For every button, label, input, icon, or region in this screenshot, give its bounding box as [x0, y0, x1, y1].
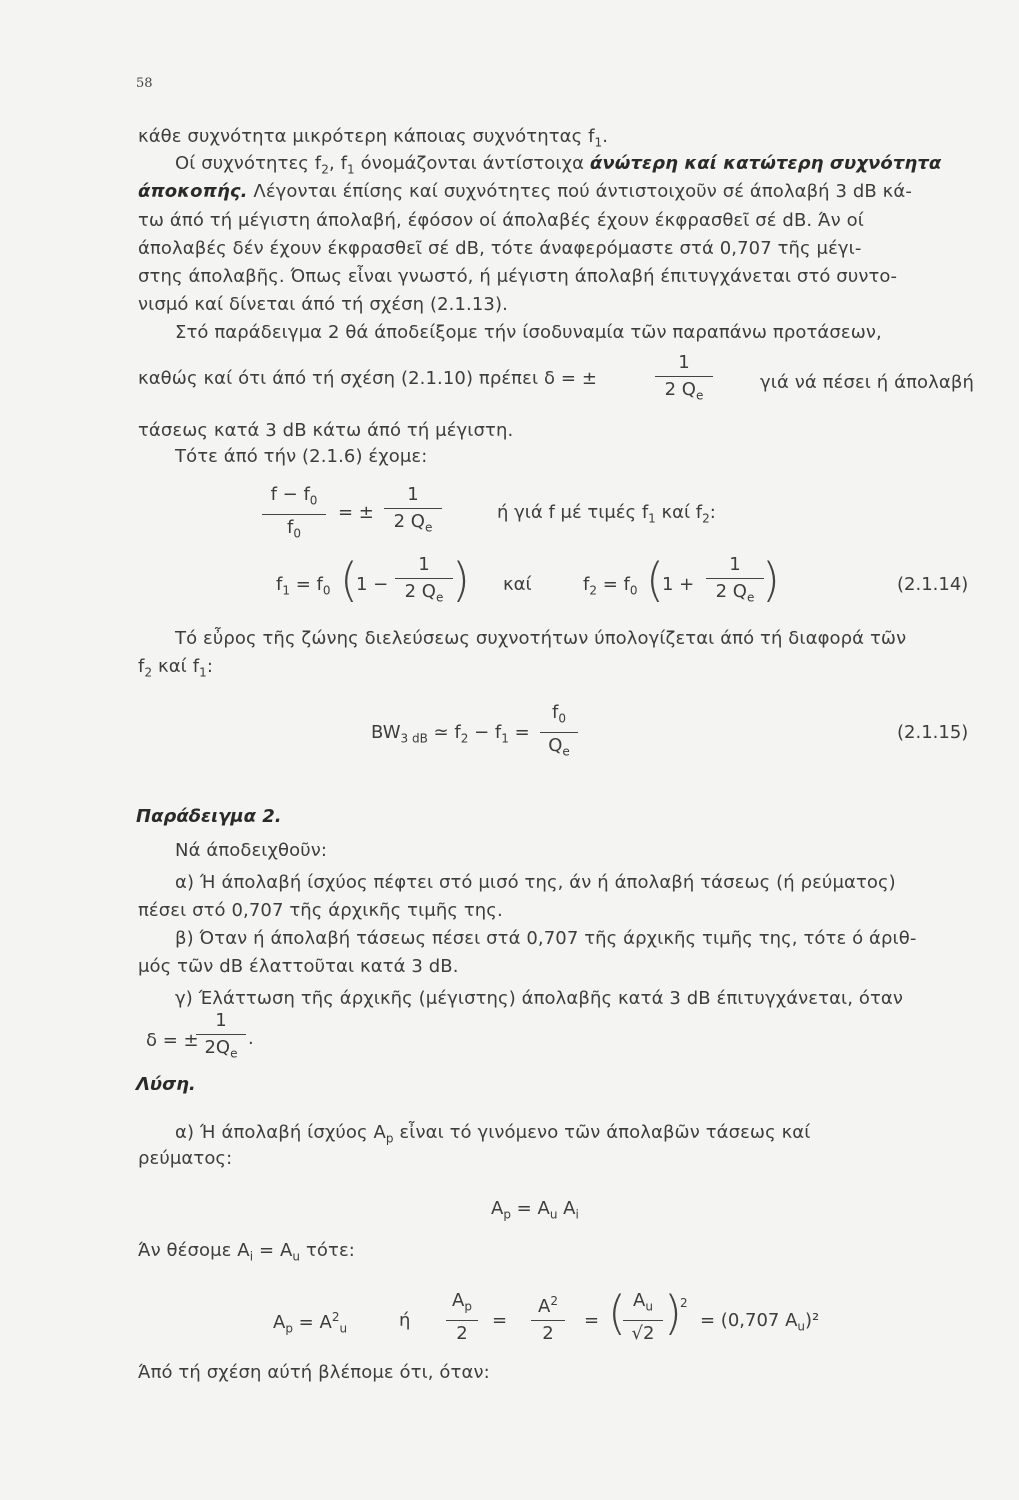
- text-line: Οί συχνότητες $f_2$, $f_1$ όνομάζονται άντίστοιχα άνώτερη καί κατώτερη συχνότητα: [175, 153, 942, 177]
- text-line: Άπό τή σχέση αύτή βλέπομε ότι, όταν:: [138, 1362, 490, 1383]
- text-line: νισμό καί δίνεται άπό τή σχέση (2.1.13).: [138, 294, 508, 315]
- equation-number: (2.1.15): [897, 722, 969, 743]
- text-line: μός τῶν dB έλαττοῦται κατά 3 dB.: [138, 956, 459, 977]
- left-paren: (: [340, 553, 358, 607]
- solution-heading: Λύση.: [136, 1074, 196, 1095]
- equation-text: καί: [503, 574, 532, 595]
- term-highlight: άνώτερη καί κατώτερη συχνότητα: [589, 153, 942, 174]
- text-line: γ) Έλάττωση τῆς άρχικῆς (μέγιστης) άπολαβῆς κατά 3 dB έπιτυγχάνεται, όταν: [175, 988, 904, 1009]
- exponent: 2: [680, 1296, 688, 1310]
- fraction-ap-over-2: $A_p$ 2: [446, 1290, 478, 1345]
- text-line: β) Όταν ή άπολαβή τάσεως πέσει στά 0,707 τῆς άρχικῆς τιμῆς της, τότε ό άριθ-: [175, 928, 917, 949]
- text-line: γιά νά πέσει ή άπολαβή: [760, 372, 974, 393]
- fraction-au2-over-2: $A^2$ 2: [531, 1290, 565, 1345]
- fraction-au-over-sqrt2: $A_u$ √2: [623, 1290, 663, 1345]
- equals: =: [492, 1310, 508, 1331]
- text-line: Τότε άπό τήν (2.1.6) έχομε:: [175, 446, 428, 467]
- text-line: κάθε συχνότητα μικρότερη κάποιας συχνότητας $f_1$.: [138, 126, 609, 150]
- term-highlight: άποκοπής.: [138, 181, 248, 202]
- equation-text: ή γιά f μέ τιμές $f_1$ καί $f_2$:: [497, 502, 716, 526]
- right-paren: ): [762, 553, 780, 607]
- equation-f1: $f_1 = f_0$: [276, 574, 331, 598]
- text-line: $f_2$ καί $f_1$:: [138, 656, 214, 680]
- text-line: Νά άποδειχθοῦν:: [175, 840, 328, 861]
- right-paren: ): [664, 1286, 682, 1340]
- text-line: α) Ή άπολαβή ίσχύος $A_p$ εἶναι τό γινόμενο τῶν άπολαβῶν τάσεως καί: [175, 1122, 811, 1146]
- equation-sign: = ±: [338, 502, 374, 523]
- page-number: 58: [136, 76, 153, 91]
- left-paren: (: [608, 1286, 626, 1340]
- equation-ap-squared: $A_p = A^2_u$: [273, 1310, 348, 1336]
- text-line: Τό εὖρος τῆς ζώνης διελεύσεως συχνοτήτων ύπολογίζεται άπό τή διαφορά τῶν: [175, 628, 907, 649]
- period: .: [248, 1028, 254, 1049]
- text-line: πέσει στό 0,707 τῆς άρχικῆς τιμῆς της.: [138, 900, 503, 921]
- equation-f2: $f_2 = f_0$: [583, 574, 638, 598]
- text-line: άποκοπής. Λέγονται έπίσης καί συχνότητες πού άντιστοιχοῦν σέ άπολαβή 3 dB κά-: [138, 181, 912, 202]
- text-line: Άν θέσομε $A_i = A_u$ τότε:: [138, 1240, 355, 1264]
- fraction-f-minus-f0: $f - f_0$ $f_0$: [262, 484, 326, 544]
- text-line: α) Ή άπολαβή ίσχύος πέφτει στό μισό της, άν ή άπολαβή τάσεως (ή ρεύματος): [175, 872, 896, 893]
- text-line: στης άπολαβῆς. Όπως εἶναι γνωστό, ή μέγιστη άπολαβή έπιτυγχάνεται στό συντο-: [138, 266, 898, 287]
- or-word: ή: [399, 1310, 411, 1331]
- text-line: τάσεως κατά 3 dB κάτω άπό τή μέγιστη.: [138, 420, 514, 441]
- equation-number: (2.1.14): [897, 574, 969, 595]
- equation-ap: $A_p = A_u$ $A_i$: [491, 1198, 579, 1222]
- right-paren: ): [452, 553, 470, 607]
- equals: =: [584, 1310, 600, 1331]
- text-line: άπολαβές δέν έχουν έκφρασθεῖ σέ dB, τότε άναφερόμαστε στά 0,707 τῆς μέγι-: [138, 238, 862, 259]
- equation-result: = (0,707 $A_u)^2$: [700, 1310, 820, 1334]
- equation-text: 1 +: [662, 574, 695, 595]
- equation-delta: δ = ±: [146, 1030, 199, 1051]
- equation-text: 1 −: [356, 574, 389, 595]
- fraction-one-over-2qe: 1 2 $Q_e$: [706, 554, 764, 609]
- fraction-one-over-2qe: 1 2 $Q_e$: [384, 484, 442, 539]
- equation-bw: $BW_{3 dB}$ ≃ $f_2 - f_1$ =: [371, 722, 530, 746]
- example-heading: Παράδειγμα 2.: [136, 806, 282, 827]
- text-line: ρεύματος:: [138, 1148, 233, 1169]
- fraction-f0-over-qe: $f_0$ $Q_e$: [540, 702, 578, 762]
- fraction-delta: 1 2 $Q_e$: [655, 352, 713, 407]
- text-line: καθώς καί ότι άπό τή σχέση (2.1.10) πρέπει δ = ±: [138, 368, 598, 389]
- left-paren: (: [646, 553, 664, 607]
- text-line: Στό παράδειγμα 2 θά άποδείξομε τήν ίσοδυναμία τῶν παραπάνω προτάσεων,: [175, 322, 882, 343]
- text-line: τω άπό τή μέγιστη άπολαβή, έφόσον οί άπολαβές έχουν έκφρασθεῖ σέ dB. Άν οί: [138, 210, 864, 231]
- fraction-one-over-2qe: 1 2 $Q_e$: [395, 554, 453, 609]
- fraction-one-over-2qe: 1 $2Q_e$: [196, 1010, 246, 1065]
